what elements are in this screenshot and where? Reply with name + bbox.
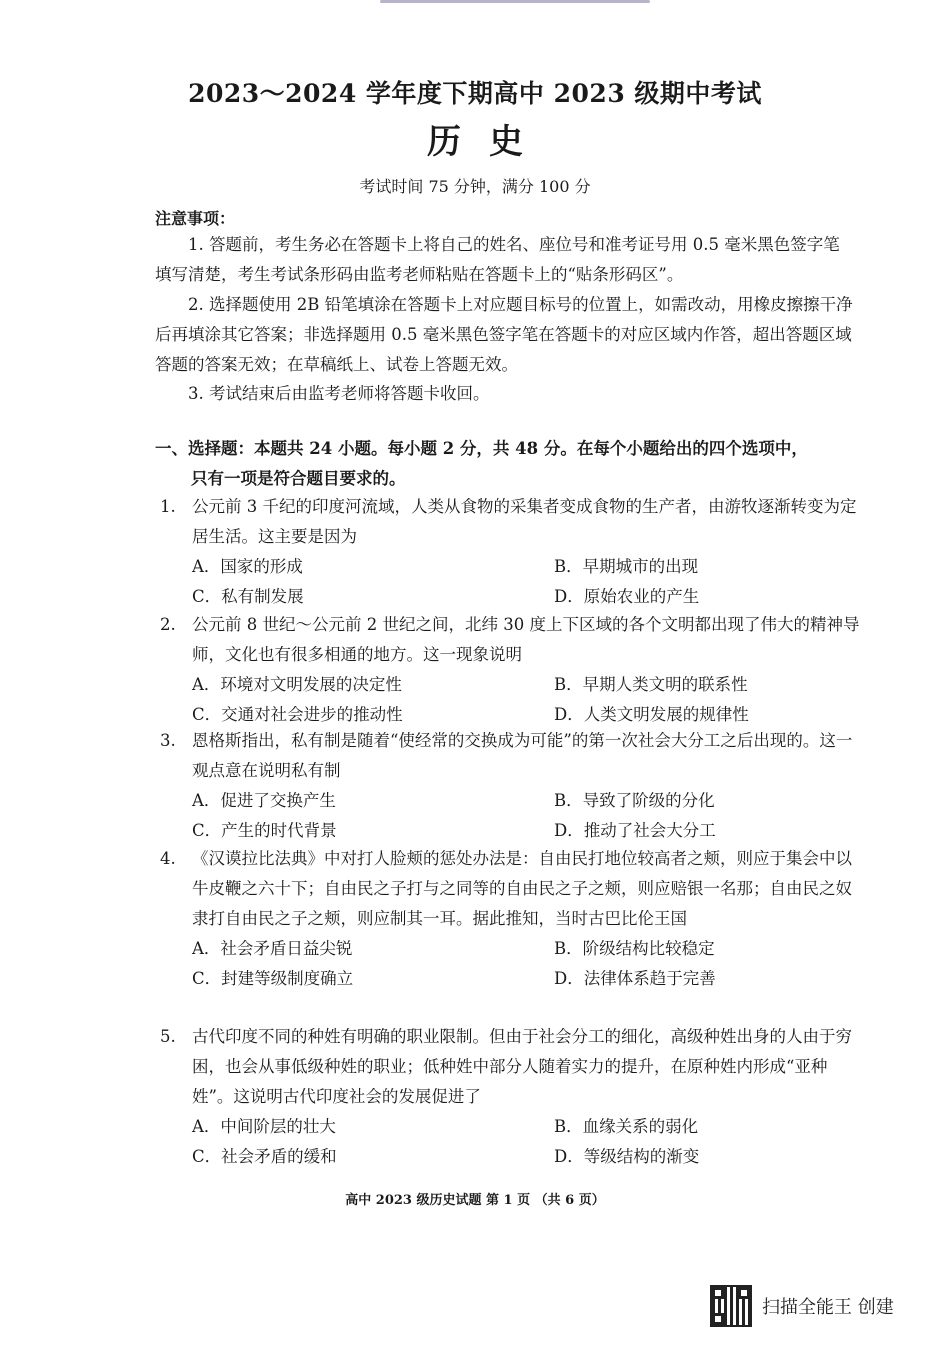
question-options xyxy=(160,934,860,994)
option-a: A．国家的形成 xyxy=(192,557,303,576)
subject-title: 历史 xyxy=(427,122,551,162)
qr-code-icon xyxy=(710,1285,752,1327)
notice-item: 1. 答题前，考生务必在答题卡上将自己的姓名、座位号和准考证号用 0.5 毫米黑色签字笔填写清楚，考生考试条形码由监考老师粘贴在答题卡上的“贴条形码区”。 xyxy=(155,235,840,284)
exam-info: 考试时间 75 分钟，满分 100 分 xyxy=(359,177,591,196)
option-c: C．私有制发展 xyxy=(192,587,304,606)
option-a: A．促进了交换产生 xyxy=(192,791,336,810)
option-b: B．导致了阶级的分化 xyxy=(554,791,715,810)
page-footer: 高中 2023 级历史试题 第 1 页 （共 6 页） xyxy=(345,1193,605,1208)
question xyxy=(160,1022,860,1172)
scanner-label: 扫描全能王 创建 xyxy=(762,1297,894,1318)
question-text: 《汉谟拉比法典》中对打人脸颊的惩处办法是：自由民打地位较高者之颊，则应于集会中以牛皮鞭之六十下；自由民之子打与之同等的自由民之子之颊，则应赔银一名那；自由民之奴隶打自由民之子之颊，则应制其一耳。据此推知，当时古巴比伦王国 xyxy=(192,849,852,928)
section-heading xyxy=(155,434,865,494)
question-stem xyxy=(160,726,860,786)
question-number: 3. xyxy=(160,731,176,750)
scan-edge-line xyxy=(380,0,650,3)
option-b: B．早期人类文明的联系性 xyxy=(554,675,748,694)
option-c: C．产生的时代背景 xyxy=(192,821,337,840)
question-number: 1. xyxy=(160,497,176,516)
exam-title: 2023～2024 学年度下期高中 2023 级期中考试 xyxy=(188,79,762,108)
question-number: 2. xyxy=(160,615,176,634)
option-b: B．阶级结构比较稳定 xyxy=(554,939,715,958)
question-number: 4. xyxy=(160,849,176,868)
option-d: D．原始农业的产生 xyxy=(554,587,700,606)
option-a: A．中间阶层的壮大 xyxy=(192,1117,336,1136)
option-a: A．环境对文明发展的决定性 xyxy=(192,675,402,694)
notice-item: 2. 选择题使用 2B 铅笔填涂在答题卡上对应题目标号的位置上，如需改动，用橡皮擦擦干净后再填涂其它答案；非选择题用 0.5 毫米黑色签字笔在答题卡的对应区域内作答，超出答题区域答题的答案无效；在草稿纸上、试卷上答题无效。 xyxy=(155,295,853,374)
question-text: 古代印度不同的种姓有明确的职业限制。但由于社会分工的细化，高级种姓出身的人由于穷困，也会从事低级种姓的职业；低种姓中部分人随着实力的提升，在原种姓内形成“亚种姓”。这说明古代印度社会的发展促进了 xyxy=(192,1027,852,1106)
option-d: D．人类文明发展的规律性 xyxy=(554,705,749,724)
question xyxy=(160,610,860,730)
section-heading-line: 只有一项是符合题目要求的。 xyxy=(191,469,406,488)
option-d: D．法律体系趋于完善 xyxy=(554,969,716,988)
question-options xyxy=(160,552,860,612)
notice-item: 3. 考试结束后由监考老师将答题卡收回。 xyxy=(188,384,490,403)
question xyxy=(160,844,860,994)
option-a: A．社会矛盾日益尖锐 xyxy=(192,939,353,958)
question-options xyxy=(160,670,860,730)
question-options xyxy=(160,786,860,846)
option-d: D．推动了社会大分工 xyxy=(554,821,716,840)
option-b: B．血缘关系的弱化 xyxy=(554,1117,699,1136)
notice-heading: 注意事项： xyxy=(155,209,236,228)
scanner-watermark xyxy=(710,1284,894,1328)
option-c: C．社会矛盾的缓和 xyxy=(192,1147,337,1166)
question-stem xyxy=(160,492,860,552)
option-b: B．早期城市的出现 xyxy=(554,557,699,576)
question-text: 公元前 3 千纪的印度河流域，人类从食物的采集者变成食物的生产者，由游牧逐渐转变为定居生活。这主要是因为 xyxy=(192,497,857,546)
question-stem xyxy=(160,610,860,670)
question-stem xyxy=(160,1022,860,1112)
question-options xyxy=(160,1112,860,1172)
question xyxy=(160,492,860,612)
option-c: C．交通对社会进步的推动性 xyxy=(192,705,403,724)
option-c: C．封建等级制度确立 xyxy=(192,969,354,988)
question-text: 公元前 8 世纪～公元前 2 世纪之间，北纬 30 度上下区域的各个文明都出现了伟大的精神导师，文化也有很多相通的地方。这一现象说明 xyxy=(192,615,860,664)
option-d: D．等级结构的渐变 xyxy=(554,1147,700,1166)
question-text: 恩格斯指出，私有制是随着“使经常的交换成为可能”的第一次社会大分工之后出现的。这一观点意在说明私有制 xyxy=(192,731,853,780)
question xyxy=(160,726,860,846)
question-number: 5. xyxy=(160,1027,176,1046)
section-heading-line: 一、选择题：本题共 24 小题。每小题 2 分，共 48 分。在每个小题给出的四个选项中， xyxy=(155,439,808,458)
question-stem xyxy=(160,844,860,934)
